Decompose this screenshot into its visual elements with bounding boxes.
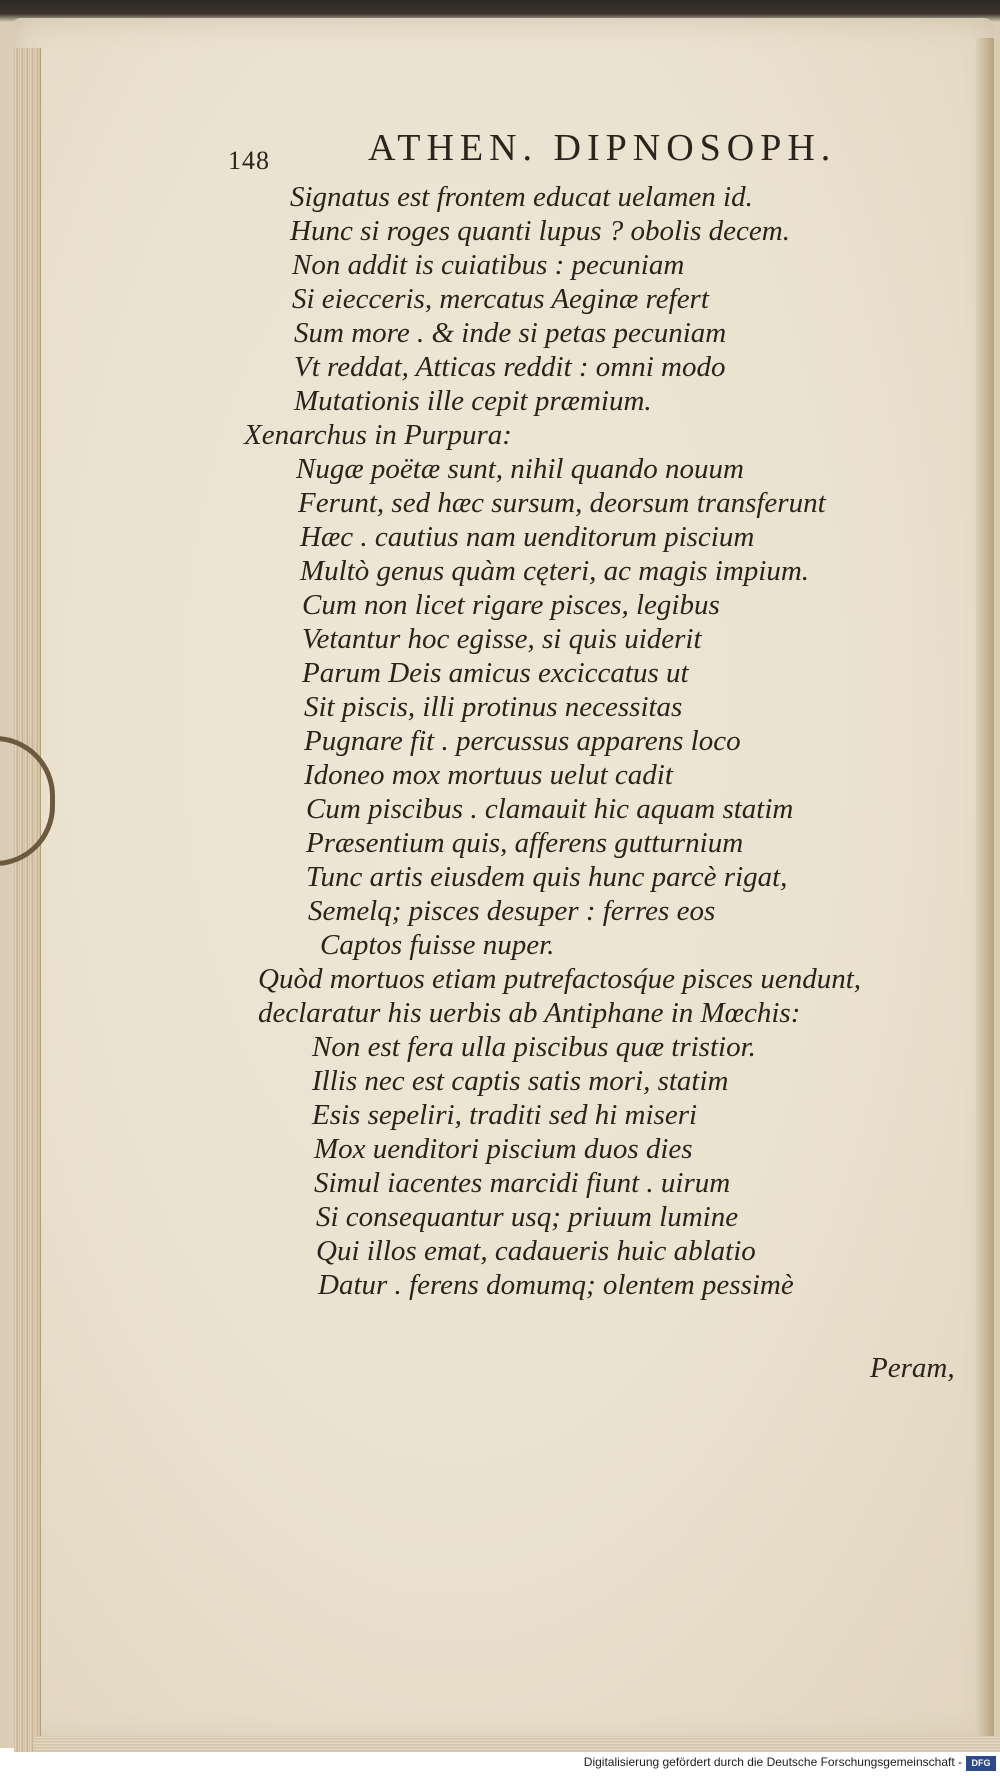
text-line: Mutationis ille cepit præmium. — [294, 385, 652, 417]
text-line: Simul iacentes marcidi fiunt . uirum — [314, 1167, 731, 1199]
dfg-logo-icon: DFG — [966, 1756, 996, 1771]
text-line: Hunc si roges quanti lupus ? obolis decem. — [290, 215, 790, 247]
text-line: Non addit is cuiatibus : pecuniam — [292, 249, 685, 281]
speaker-heading: Xenarchus in Purpura: — [244, 419, 512, 451]
text-line: Sum more . & inde si petas pecuniam — [294, 317, 727, 349]
text-line: Ferunt, sed hæc sursum, deorsum transferunt — [298, 487, 826, 519]
text-line: Tunc artis eiusdem quis hunc parcè rigat, — [306, 861, 788, 893]
digitization-credit-bar — [0, 1752, 1000, 1776]
page-header — [228, 126, 848, 176]
text-line: Captos fuisse nuper. — [320, 929, 555, 961]
credit-text: Digitalisierung gefördert durch die Deutsche Forschungsgemeinschaft - — [583, 1755, 962, 1769]
text-line: Pugnare fit . percussus apparens loco — [304, 725, 741, 757]
page-edges-left — [14, 48, 41, 1758]
text-line: Semelq; pisces desuper : ferres eos — [308, 895, 716, 927]
text-line: Præsentium quis, afferens gutturnium — [306, 827, 744, 859]
text-line: Multò genus quàm cęteri, ac magis impium. — [300, 555, 810, 587]
running-title: ATHEN. DIPNOSOPH. — [368, 127, 837, 169]
page-edge-right — [976, 38, 994, 1763]
prose-line: Quòd mortuos etiam putrefactosq́ue pisces uendunt, — [258, 963, 862, 995]
text-line: Non est fera ulla piscibus quæ tristior. — [312, 1031, 756, 1063]
text-line: Esis sepeliri, traditi sed hi miseri — [312, 1099, 698, 1131]
prose-line: declaratur his uerbis ab Antiphane in Mœchis: — [258, 997, 801, 1029]
text-line: Si eiecceris, mercatus Aeginæ refert — [292, 283, 709, 315]
text-line: Cum piscibus . clamauit hic aquam statim — [306, 793, 794, 825]
text-line: Mox uenditori piscium duos dies — [314, 1133, 693, 1165]
text-line: Qui illos emat, cadaueris huic ablatio — [316, 1235, 756, 1267]
text-line: Signatus est frontem educat uelamen id. — [290, 181, 753, 213]
text-line: Hæc . cautius nam uenditorum piscium — [300, 521, 755, 553]
page-number: 148 — [228, 146, 270, 175]
text-line: Nugæ poëtæ sunt, nihil quando nouum — [296, 453, 744, 485]
catchword: Peram, — [870, 1352, 955, 1384]
text-line: Datur . ferens domumq; olentem pessimè — [318, 1269, 794, 1301]
text-line: Parum Deis amicus exciccatus ut — [302, 657, 689, 689]
text-line: Sit piscis, illi protinus necessitas — [304, 691, 683, 723]
text-line: Vt reddat, Atticas reddit : omni modo — [294, 351, 726, 383]
text-line: Idoneo mox mortuus uelut cadit — [304, 759, 673, 791]
text-line: Si consequantur usq; priuum lumine — [316, 1201, 739, 1233]
text-line: Cum non licet rigare pisces, legibus — [302, 589, 720, 621]
text-line: Illis nec est captis satis mori, statim — [312, 1065, 729, 1097]
text-line: Vetantur hoc egisse, si quis uiderit — [302, 623, 702, 655]
